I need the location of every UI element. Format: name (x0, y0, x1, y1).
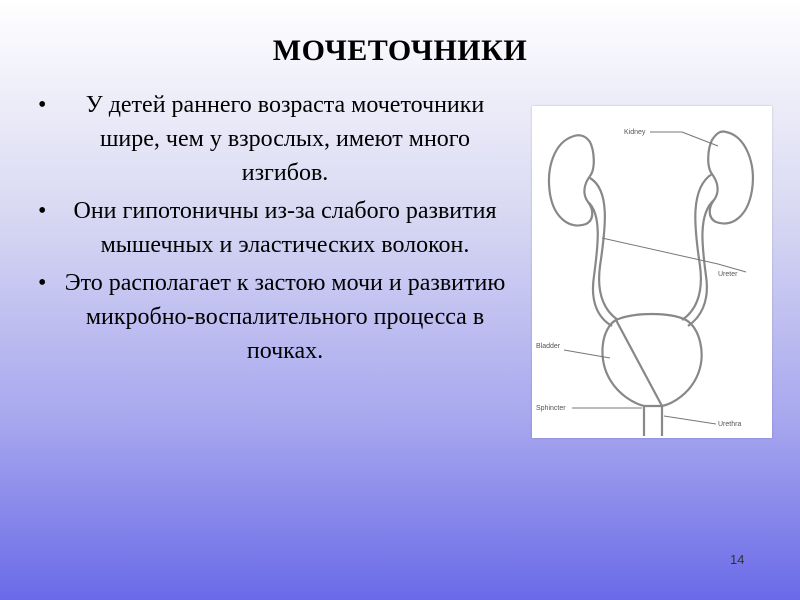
slide-title: МОЧЕТОЧНИКИ (272, 34, 528, 67)
bullet-dot-icon: • (38, 198, 47, 224)
page-number: 14 (730, 552, 745, 567)
urinary-system-svg (532, 106, 772, 438)
kidney-label: Kidney (624, 129, 646, 136)
bullet-item (38, 266, 508, 368)
urinary-system-diagram (532, 106, 772, 438)
urethra-label: Urethra (718, 421, 742, 428)
sphincter-label: Sphincter (536, 405, 566, 412)
bullet-dot-icon: • (38, 270, 47, 296)
bullet-text: Это располагает к застою мочи и развитию микробно-воспалительного процесса в почках. (64, 270, 506, 364)
bullet-item (38, 88, 508, 190)
ureter-label: Ureter (718, 271, 738, 278)
bullet-item (38, 194, 508, 262)
bullet-list (38, 88, 508, 372)
bladder-label: Bladder (536, 343, 561, 350)
left-kidney-shape (549, 135, 594, 225)
bladder-shape (602, 314, 701, 436)
bullet-dot-icon: • (38, 92, 47, 118)
right-ureter-shape (682, 174, 712, 320)
bullet-text: Они гипотоничны из-за слабого развития мышечных и эластических волокон. (73, 198, 497, 258)
bullet-text: У детей раннего возраста мочеточники шире, чем у взрослых, имеют много изгибов. (85, 92, 485, 186)
